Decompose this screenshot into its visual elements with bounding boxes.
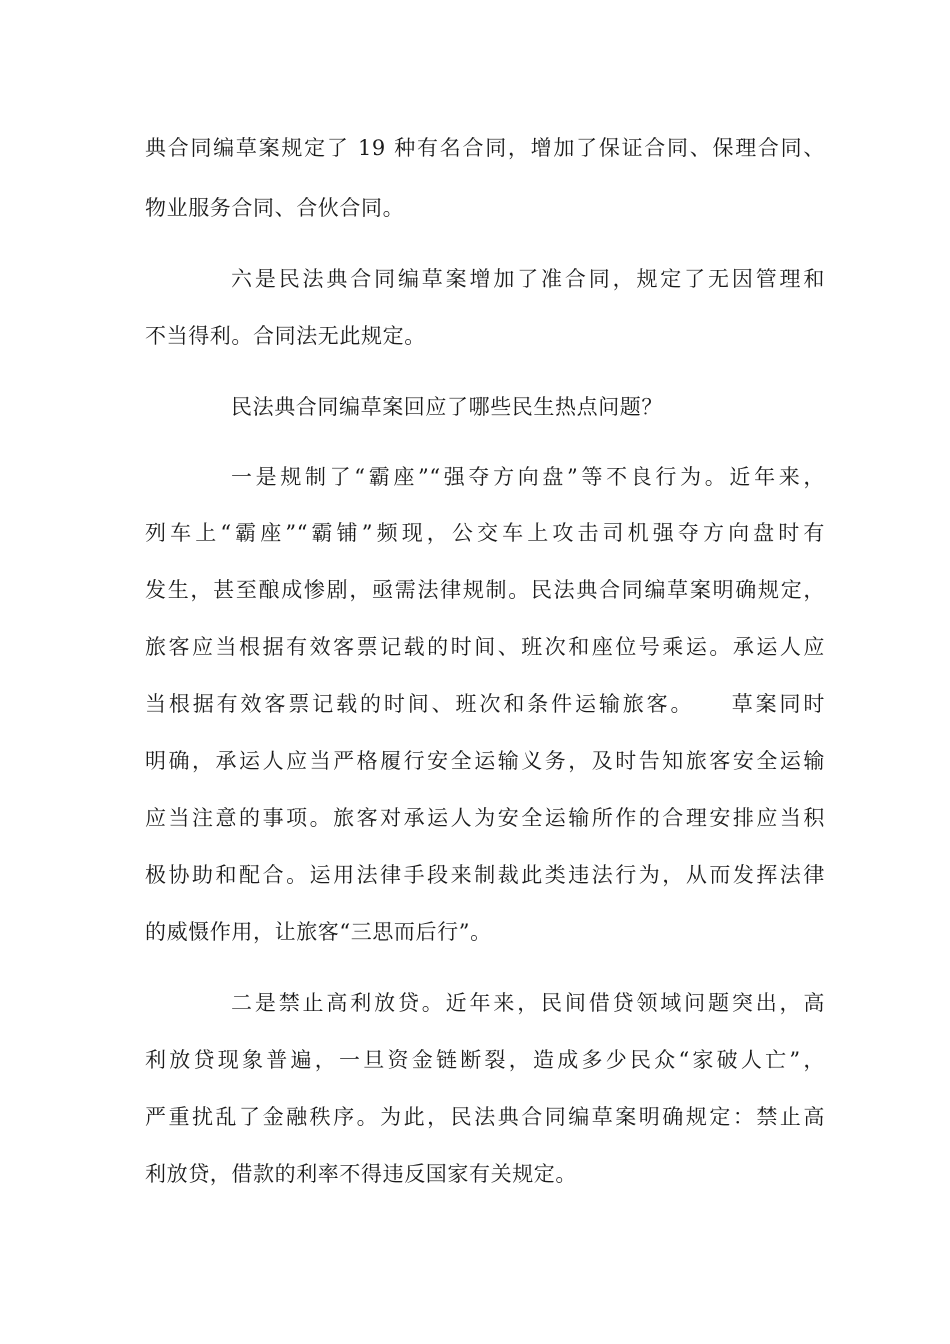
- paragraph-first-line: 六是民法典合同编草案增加了准合同，规定了无因管理和: [231, 267, 825, 291]
- text-line: 极协助和配合。运用法律手段来制裁此类违法行为，从而发挥法律: [145, 863, 825, 887]
- text-line: 应当注意的事项。旅客对承运人为安全运输所作的合理安排应当积: [145, 806, 825, 830]
- paragraph-first-line: 二是禁止高利放贷。近年来，民间借贷领域问题突出，高: [231, 991, 825, 1015]
- text-line: 不当得利。合同法无此规定。: [145, 324, 426, 348]
- text-line: 典合同编草案规定了 19 种有名合同，增加了保证合同、保理合同、: [145, 136, 825, 160]
- text-line: 列车上“霸座”“霸铺”频现，公交车上攻击司机强夺方向盘时有: [145, 521, 825, 545]
- text-line: 利放贷，借款的利率不得违反国家有关规定。: [145, 1162, 577, 1186]
- paragraph-first-line: 一是规制了“霸座”“强夺方向盘”等不良行为。近年来，: [231, 465, 825, 489]
- text-line: 严重扰乱了金融秩序。为此，民法典合同编草案明确规定：禁止高: [145, 1105, 825, 1129]
- section-question: 民法典合同编草案回应了哪些民生热点问题？: [231, 395, 663, 419]
- text-line: 物业服务合同、合伙合同。: [145, 196, 405, 220]
- text-line: 的威慑作用，让旅客“三思而后行”。: [145, 920, 492, 944]
- text-line: 利放贷现象普遍，一旦资金链断裂，造成多少民众“家破人亡”，: [145, 1048, 825, 1072]
- text-line: 当根据有效客票记载的时间、班次和条件运输旅客。 草案同时: [145, 692, 825, 716]
- text-line: 发生，甚至酿成惨剧，亟需法律规制。民法典合同编草案明确规定，: [145, 578, 825, 602]
- text-line: 明确，承运人应当严格履行安全运输义务，及时告知旅客安全运输: [145, 749, 825, 773]
- text-line: 旅客应当根据有效客票记载的时间、班次和座位号乘运。承运人应: [145, 635, 825, 659]
